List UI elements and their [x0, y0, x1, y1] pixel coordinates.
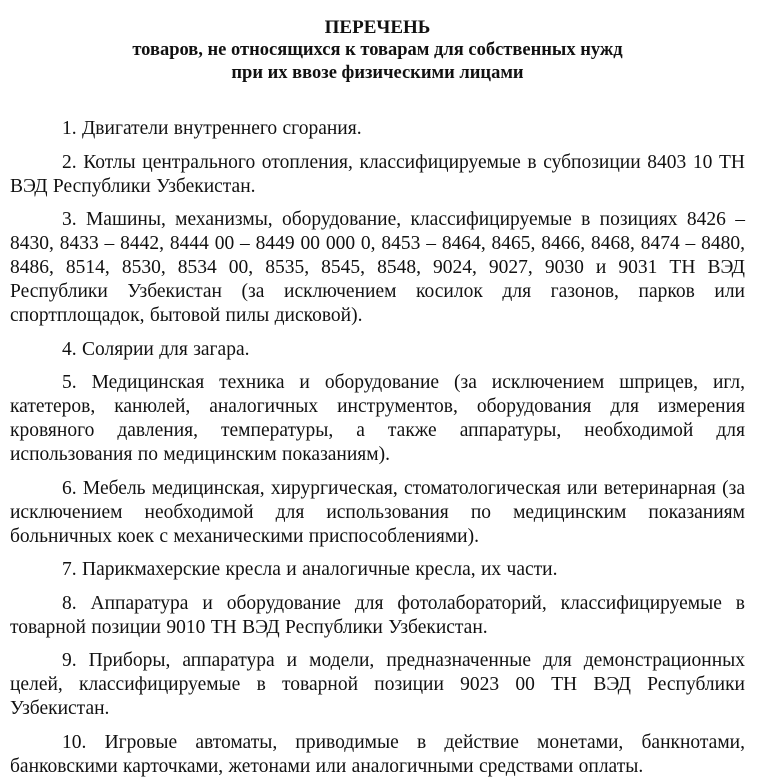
document-subtitle-line-1: товаров, не относящихся к товарам для собственных нужд: [132, 40, 623, 60]
list-item-4: 4. Солярии для загара.: [62, 338, 250, 360]
list-item-3: 3. Машины, механизмы, оборудование, классифицируемые в позициях 8426 – 8430, 8433 – 8442, 8444 00 – 8449 00 000 0, 8453 – 8464, 8465, 8466, 8468, 8474 – 8480, 8486, 8514, 8530, 8534 00, 8535, 8545, 8548, 9024, 9027, 9030 и 9031 ТН ВЭД Республики Узбекистан (за исключением косилок для газонов, парков или спортплощадок, бытовой пилы дисковой).: [10, 209, 745, 326]
list-item-10: 10. Игровые автоматы, приводимые в действие монетами, банкнотами, банковскими карточками, жетонами или аналогичными средствами оплаты.: [10, 731, 745, 777]
document-subtitle-line-2: при их ввозе физическими лицами: [231, 63, 524, 83]
list-item-2: 2. Котлы центрального отопления, классифицируемые в субпозиции 8403 10 ТН ВЭД Республики Узбекистан.: [10, 151, 745, 197]
document-heading: [10, 16, 745, 85]
list-item-6: 6. Мебель медицинская, хирургическая, стоматологическая или ветеринарная (за исключением необходимой для использования по медицинским показаниям больничных коек с механическими приспособлениями).: [10, 477, 745, 547]
list-item-1: 1. Двигатели внутреннего сгорания.: [62, 118, 362, 139]
document-title: ПЕРЕЧЕНЬ: [324, 17, 431, 38]
list-item-7: 7. Парикмахерские кресла и аналогичные кресла, их части.: [62, 559, 558, 580]
list-item-5: 5. Медицинская техника и оборудование (за исключением шприцев, игл, катетеров, канюлей, аналогичных инструментов, оборудования для измерения кровяного давления, температуры, а также аппаратуры, необходимой для использования по медицинским показаниям).: [10, 372, 745, 465]
list-item-8: 8. Аппаратура и оборудование для фотолабораторий, классифицируемые в товарной позиции 9010 ТН ВЭД Республики Узбекистан.: [10, 592, 745, 638]
item-list: [10, 117, 745, 779]
list-item-9: 9. Приборы, аппаратура и модели, предназначенные для демонстрационных целей, классифицируемые в товарной позиции 9023 00 ТН ВЭД Республики Узбекистан.: [10, 650, 745, 719]
